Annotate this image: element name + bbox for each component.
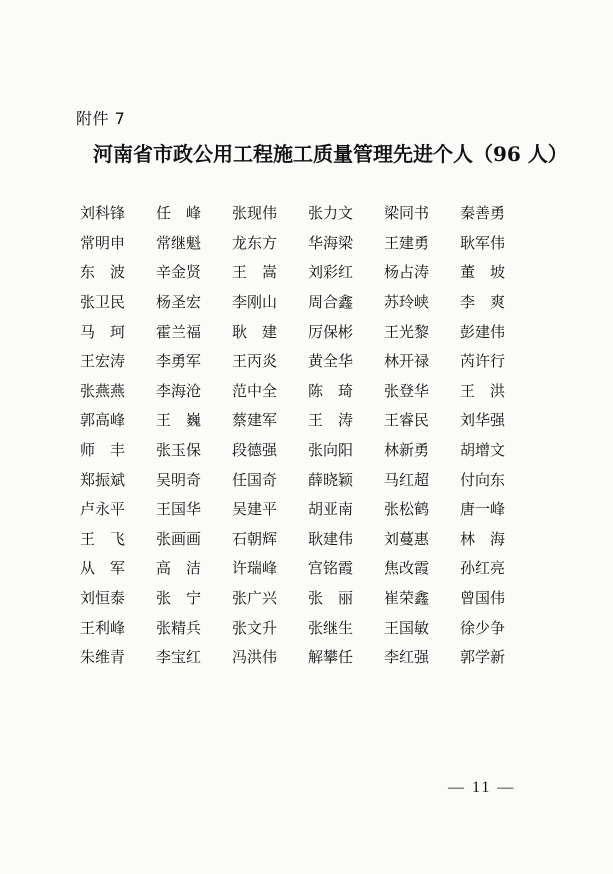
person-name: 林新勇 (384, 441, 430, 460)
page-number: — 11 — (448, 779, 516, 796)
person-name: 张精兵 (156, 618, 202, 637)
person-name: 王 涛 (308, 411, 354, 430)
person-name: 王光黎 (384, 322, 430, 341)
person-name: 王国敏 (384, 618, 430, 637)
person-name: 黄全华 (308, 352, 354, 371)
person-name: 卢永平 (80, 500, 126, 519)
person-name: 厉保彬 (308, 322, 354, 341)
person-name: 解攀任 (308, 648, 354, 667)
person-name: 耿军伟 (460, 233, 506, 252)
person-name: 芮许行 (460, 352, 506, 371)
person-name: 刘科锋 (80, 204, 126, 223)
person-name: 李刚山 (232, 293, 278, 312)
person-name: 石朝辉 (232, 529, 278, 548)
person-name: 刘恒泰 (80, 589, 126, 608)
person-name: 唐一峰 (460, 500, 506, 519)
name-row (80, 583, 540, 613)
person-name: 许瑞峰 (232, 559, 278, 578)
person-name: 周合鑫 (308, 293, 354, 312)
person-name: 林开禄 (384, 352, 430, 371)
name-row (80, 494, 540, 524)
person-name: 张 丽 (308, 589, 354, 608)
person-name: 马红超 (384, 470, 430, 489)
person-name: 胡亚南 (308, 500, 354, 519)
person-name: 王 嵩 (232, 263, 278, 282)
person-name: 段德强 (232, 441, 278, 460)
person-name: 付向东 (460, 470, 506, 489)
name-row (80, 198, 540, 228)
person-name: 辛金贤 (156, 263, 202, 282)
person-name: 王 飞 (80, 529, 126, 548)
person-name: 张登华 (384, 381, 430, 400)
name-row (80, 346, 540, 376)
person-name: 张继生 (308, 618, 354, 637)
person-name: 王睿民 (384, 411, 430, 430)
person-name: 王宏涛 (80, 352, 126, 371)
person-name: 李宝红 (156, 648, 202, 667)
person-name: 李海沧 (156, 381, 202, 400)
person-name: 崔荣鑫 (384, 589, 430, 608)
person-name: 王国华 (156, 500, 202, 519)
name-row (80, 376, 540, 406)
name-row (80, 287, 540, 317)
person-name: 龙东方 (232, 233, 278, 252)
person-name: 杨占涛 (384, 263, 430, 282)
person-name: 薛晓颖 (308, 470, 354, 489)
name-row (80, 642, 540, 672)
person-name: 张广兴 (232, 589, 278, 608)
person-name: 任国奇 (232, 470, 278, 489)
person-name: 王 洪 (460, 381, 506, 400)
person-name: 张燕燕 (80, 381, 126, 400)
person-name: 霍兰福 (156, 322, 202, 341)
person-name: 任 峰 (156, 204, 202, 223)
name-row (80, 464, 540, 494)
name-row (80, 435, 540, 465)
person-name: 郭高峰 (80, 411, 126, 430)
person-name: 东 波 (80, 263, 126, 282)
person-name: 苏玲峡 (384, 293, 430, 312)
person-name: 李勇军 (156, 352, 202, 371)
person-name: 刘华强 (460, 411, 506, 430)
person-name: 常明申 (80, 233, 126, 252)
person-name: 朱维青 (80, 648, 126, 667)
person-name: 张玉保 (156, 441, 202, 460)
person-name: 王 巍 (156, 411, 202, 430)
person-name: 李红强 (384, 648, 430, 667)
person-name: 华海梁 (308, 233, 354, 252)
person-name: 郭学新 (460, 648, 506, 667)
person-name: 张 宁 (156, 589, 202, 608)
person-name: 蔡建军 (232, 411, 278, 430)
person-name: 冯洪伟 (232, 648, 278, 667)
name-row (80, 612, 540, 642)
attachment-label: 附件 7 (76, 109, 126, 128)
name-row (80, 257, 540, 287)
person-name: 常继魁 (156, 233, 202, 252)
person-name: 董 坡 (460, 263, 506, 282)
names-grid (80, 198, 540, 672)
person-name: 范中全 (232, 381, 278, 400)
person-name: 林 海 (460, 529, 506, 548)
person-name: 徐少争 (460, 618, 506, 637)
person-name: 秦善勇 (460, 204, 506, 223)
person-name: 从 军 (80, 559, 126, 578)
person-name: 梁同书 (384, 204, 430, 223)
person-name: 孙红亮 (460, 559, 506, 578)
person-name: 焦改霞 (384, 559, 430, 578)
person-name: 师 丰 (80, 441, 126, 460)
person-name: 刘彩红 (308, 263, 354, 282)
person-name: 胡增文 (460, 441, 506, 460)
person-name: 王建勇 (384, 233, 430, 252)
person-name: 张力文 (308, 204, 354, 223)
person-name: 张画画 (156, 529, 202, 548)
person-name: 张向阳 (308, 441, 354, 460)
person-name: 高 洁 (156, 559, 202, 578)
person-name: 王利峰 (80, 618, 126, 637)
person-name: 刘蔓惠 (384, 529, 430, 548)
person-name: 耿建伟 (308, 529, 354, 548)
person-name: 张现伟 (232, 204, 278, 223)
person-name: 吴建平 (232, 500, 278, 519)
person-name: 吴明奇 (156, 470, 202, 489)
name-row (80, 524, 540, 554)
person-name: 张卫民 (80, 293, 126, 312)
person-name: 张文升 (232, 618, 278, 637)
person-name: 马 珂 (80, 322, 126, 341)
name-row (80, 228, 540, 258)
name-row (80, 316, 540, 346)
person-name: 杨圣宏 (156, 293, 202, 312)
person-name: 曾国伟 (460, 589, 506, 608)
person-name: 耿 建 (232, 322, 278, 341)
person-name: 郑振斌 (80, 470, 126, 489)
person-name: 彭建伟 (460, 322, 506, 341)
person-name: 陈 琦 (308, 381, 354, 400)
name-row (80, 553, 540, 583)
person-name: 王丙炎 (232, 352, 278, 371)
person-name: 宫铭霞 (308, 559, 354, 578)
person-name: 张松鹤 (384, 500, 430, 519)
name-row (80, 405, 540, 435)
document-title: 河南省市政公用工程施工质量管理先进个人（96 人） (93, 142, 568, 166)
person-name: 李 爽 (460, 293, 506, 312)
